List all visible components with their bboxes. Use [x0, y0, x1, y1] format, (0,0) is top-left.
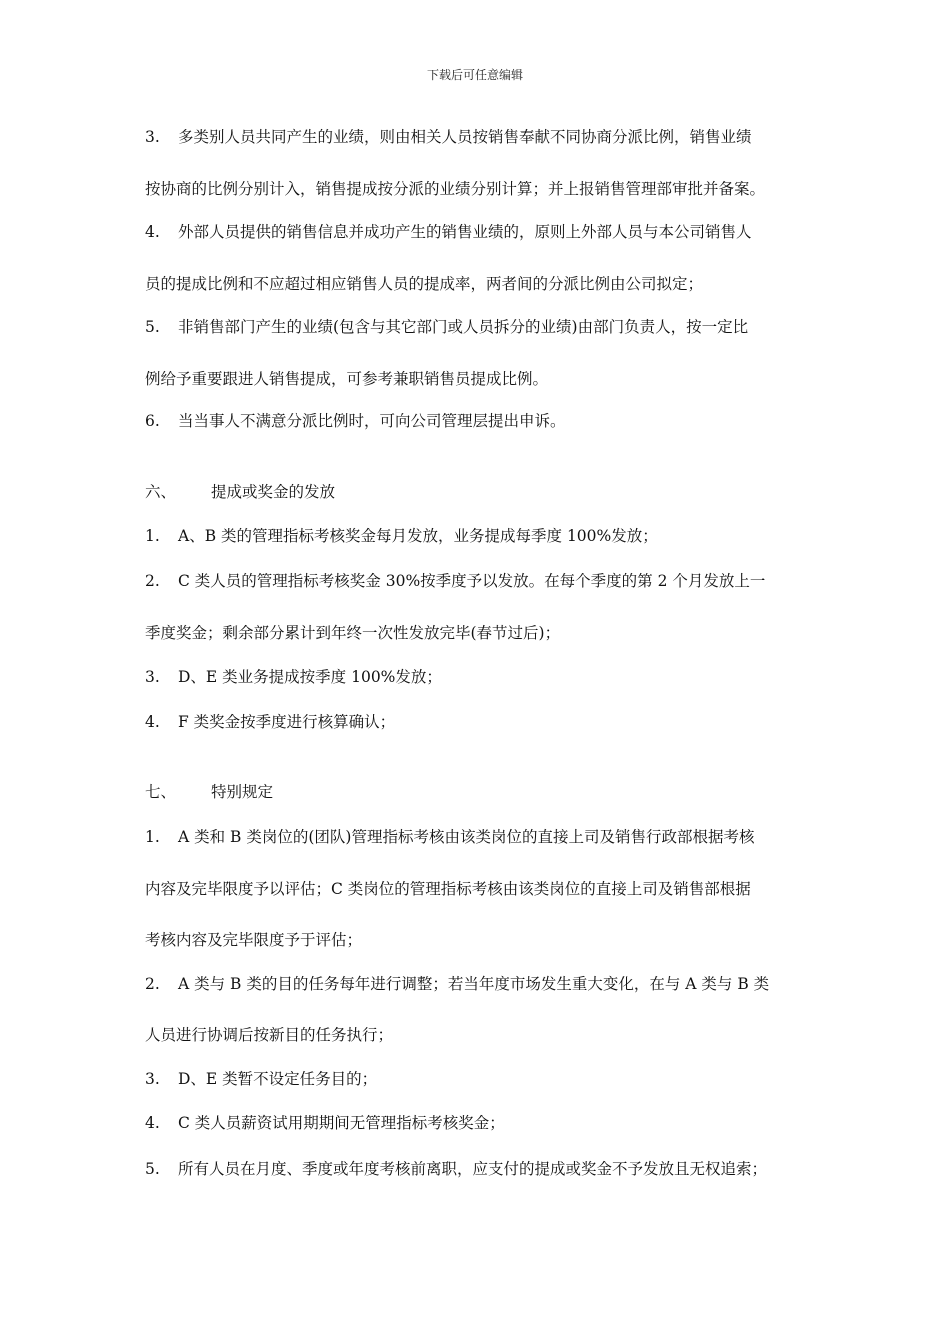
item-number: 4.: [145, 223, 160, 241]
item-text: 按协商的比例分别计入，销售提成按分派的业绩分别计算；并上报销售管理部审批并备案。: [145, 180, 766, 198]
section-number: 七、: [145, 783, 177, 801]
item-number: 1.: [145, 828, 160, 846]
list-item-continuation: [145, 274, 810, 294]
item-number: 4.: [145, 1114, 160, 1132]
item-text: 外部人员提供的销售信息并成功产生的销售业绩的，原则上外部人员与本公司销售人: [178, 223, 752, 241]
item-text: 非销售部门产生的业绩(包含与其它部门或人员拆分的业绩)由部门负责人，按一定比: [178, 318, 749, 336]
list-item: [145, 411, 810, 431]
list-item: [145, 667, 810, 687]
list-item: [145, 827, 810, 847]
list-item-continuation: [145, 930, 810, 950]
section-heading: [145, 482, 810, 502]
item-number: 3.: [145, 128, 160, 146]
item-text: 员的提成比例和不应超过相应销售人员的提成率，两者间的分派比例由公司拟定；: [145, 275, 704, 293]
list-item-continuation: [145, 879, 810, 899]
item-text: D、E 类暂不设定任务目的；: [178, 1070, 378, 1088]
list-item-continuation: [145, 369, 810, 389]
item-number: 3.: [145, 1070, 160, 1088]
page-header: 下载后可任意编辑: [426, 68, 523, 82]
item-number: 6.: [145, 412, 160, 430]
list-item-continuation: [145, 1025, 810, 1045]
list-item-continuation: [145, 179, 810, 199]
item-text: 当当事人不满意分派比例时，可向公司管理层提出申诉。: [178, 412, 566, 430]
list-item: [145, 317, 810, 337]
item-text: D、E 类业务提成按季度 100%发放；: [178, 668, 442, 686]
section-title: 特别规定: [211, 783, 274, 801]
list-item: [145, 974, 810, 994]
section-title: 提成或奖金的发放: [211, 483, 336, 501]
item-text: A、B 类的管理指标考核奖金每月发放，业务提成每季度 100%发放；: [178, 527, 658, 545]
item-number: 4.: [145, 713, 160, 731]
item-number: 5.: [145, 1160, 160, 1178]
item-number: 2.: [145, 975, 160, 993]
item-number: 2.: [145, 572, 160, 590]
item-text: 所有人员在月度、季度或年度考核前离职，应支付的提成或奖金不予发放且无权追索；: [178, 1160, 768, 1178]
item-text: 季度奖金；剩余部分累计到年终一次性发放完毕(春节过后)；: [145, 624, 561, 642]
item-text: F 类奖金按季度进行核算确认；: [178, 713, 396, 731]
item-text: 内容及完毕限度予以评估；C 类岗位的管理指标考核由该类岗位的直接上司及销售部根据: [145, 880, 751, 898]
item-text: A 类和 B 类岗位的(团队)管理指标考核由该类岗位的直接上司及销售行政部根据考核: [178, 828, 755, 846]
item-text: C 类人员的管理指标考核奖金 30%按季度予以发放。在每个季度的第 2 个月发放上一: [178, 572, 766, 590]
list-item: [145, 1069, 810, 1089]
list-item: [145, 712, 810, 732]
item-text: 人员进行协调后按新目的任务执行；: [145, 1026, 394, 1044]
item-text: 考核内容及完毕限度予于评估；: [145, 931, 363, 949]
item-number: 5.: [145, 318, 160, 336]
list-item-continuation: [145, 623, 810, 643]
item-text: A 类与 B 类的目的任务每年进行调整；若当年度市场发生重大变化，在与 A 类与 B 类: [178, 975, 770, 993]
list-item: [145, 571, 810, 591]
list-item: [145, 127, 810, 147]
list-item: [145, 1159, 810, 1179]
list-item: [145, 1113, 810, 1133]
item-text: 例给予重要跟进人销售提成，可参考兼职销售员提成比例。: [145, 370, 549, 388]
item-text: 多类别人员共同产生的业绩，则由相关人员按销售奉献不同协商分派比例，销售业绩: [178, 128, 752, 146]
item-text: C 类人员薪资试用期期间无管理指标考核奖金；: [178, 1114, 505, 1132]
section-number: 六、: [145, 483, 177, 501]
list-item: [145, 222, 810, 242]
list-item: [145, 526, 810, 546]
item-number: 3.: [145, 668, 160, 686]
item-number: 1.: [145, 527, 160, 545]
section-heading: [145, 782, 810, 802]
